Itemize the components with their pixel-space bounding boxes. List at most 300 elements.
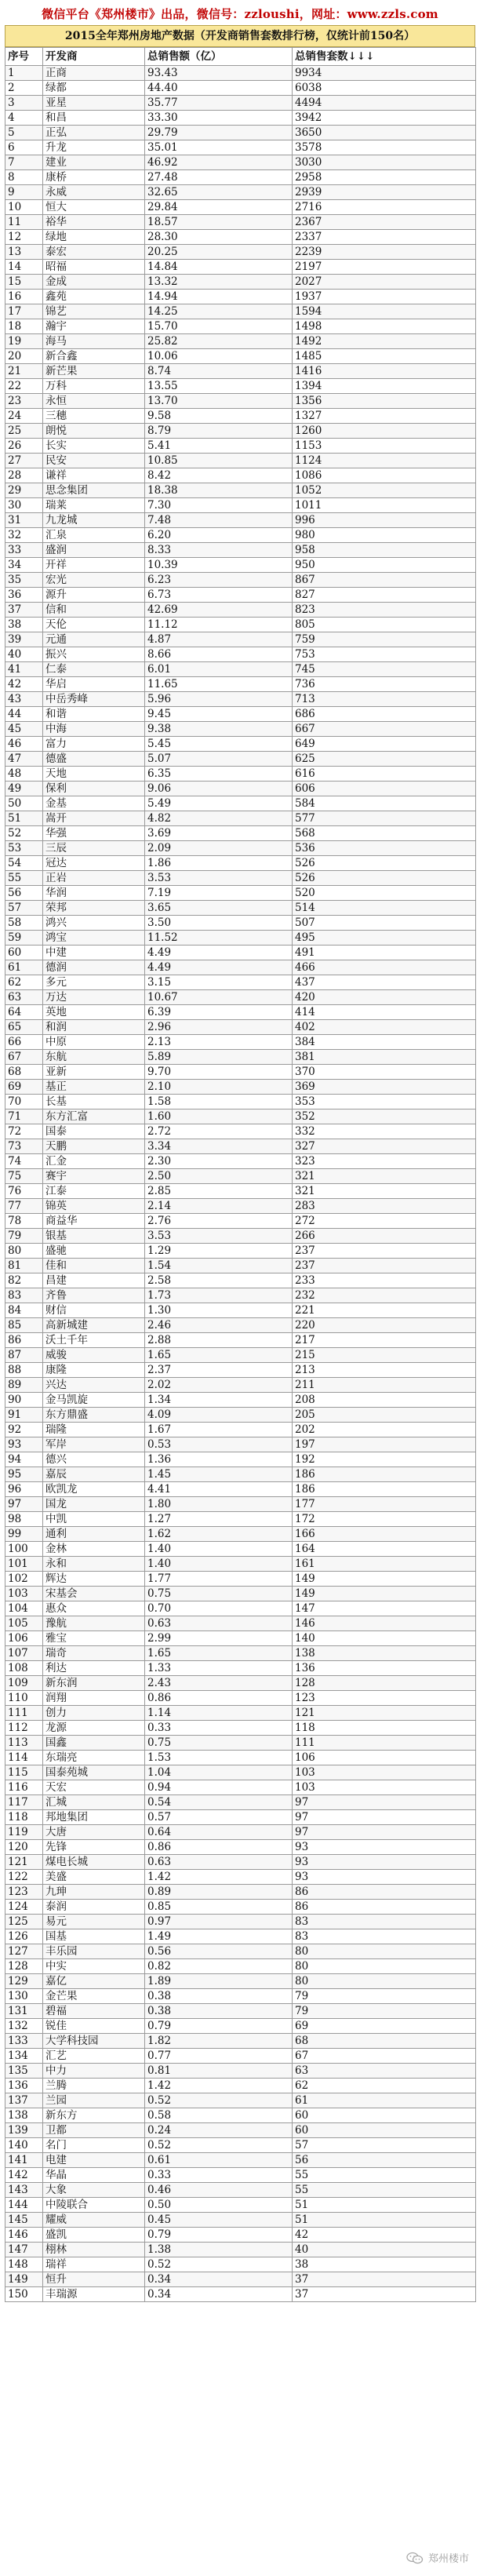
- units-sold-cell: 237: [293, 1244, 476, 1259]
- developer-cell: 雅宝: [43, 1631, 145, 1646]
- sales-amount-cell: 2.37: [145, 1363, 293, 1378]
- rank-cell: 139: [5, 2123, 43, 2138]
- table-row: [5, 1751, 476, 1765]
- sales-amount-cell: 8.79: [145, 424, 293, 439]
- units-sold-cell: 950: [293, 558, 476, 573]
- rank-cell: 135: [5, 2064, 43, 2079]
- rank-cell: 4: [5, 111, 43, 126]
- table-row: [5, 1303, 476, 1318]
- sales-amount-cell: 7.48: [145, 513, 293, 528]
- rank-cell: 113: [5, 1736, 43, 1751]
- rank-cell: 59: [5, 931, 43, 946]
- rank-cell: 44: [5, 707, 43, 722]
- units-sold-cell: 69: [293, 2019, 476, 2034]
- developer-cell: 长基: [43, 1095, 145, 1109]
- developer-cell: 和润: [43, 1020, 145, 1035]
- developer-cell: 金成: [43, 275, 145, 290]
- developer-cell: 瑞奇: [43, 1646, 145, 1661]
- table-row: [5, 2153, 476, 2168]
- table-row: [5, 1273, 476, 1288]
- sales-amount-cell: 2.14: [145, 1199, 293, 1214]
- table-row: [5, 290, 476, 304]
- rank-cell: 33: [5, 543, 43, 558]
- sales-amount-cell: 6.73: [145, 588, 293, 603]
- table-row: [5, 677, 476, 692]
- table-row: [5, 409, 476, 424]
- table-row: [5, 558, 476, 573]
- units-sold-cell: 1394: [293, 379, 476, 394]
- table-row: [5, 647, 476, 662]
- table-row: [5, 364, 476, 379]
- sales-amount-cell: 1.40: [145, 1557, 293, 1572]
- sales-amount-cell: 9.38: [145, 722, 293, 737]
- developer-cell: 国基: [43, 1929, 145, 1944]
- units-sold-cell: 827: [293, 588, 476, 603]
- sales-amount-cell: 2.30: [145, 1154, 293, 1169]
- sales-amount-cell: 14.94: [145, 290, 293, 304]
- units-sold-cell: 97: [293, 1825, 476, 1840]
- sales-amount-cell: 2.88: [145, 1333, 293, 1348]
- sales-amount-cell: 9.45: [145, 707, 293, 722]
- rank-cell: 128: [5, 1959, 43, 1974]
- sales-amount-cell: 0.34: [145, 2272, 293, 2287]
- developer-cell: 军岸: [43, 1437, 145, 1452]
- sales-amount-cell: 0.56: [145, 1944, 293, 1959]
- units-sold-cell: 2337: [293, 230, 476, 245]
- rank-cell: 21: [5, 364, 43, 379]
- rank-cell: 84: [5, 1303, 43, 1318]
- sales-amount-cell: 10.39: [145, 558, 293, 573]
- table-row: [5, 200, 476, 215]
- rank-cell: 121: [5, 1855, 43, 1870]
- developer-cell: 大唐: [43, 1825, 145, 1840]
- developer-cell: 冠达: [43, 856, 145, 871]
- table-row: [5, 1527, 476, 1542]
- units-sold-cell: 149: [293, 1587, 476, 1601]
- sales-amount-cell: 1.77: [145, 1572, 293, 1587]
- sales-amount-cell: 2.50: [145, 1169, 293, 1184]
- table-row: [5, 155, 476, 170]
- sales-amount-cell: 1.40: [145, 1542, 293, 1557]
- rank-cell: 114: [5, 1751, 43, 1765]
- watermark-text: 郑州楼市: [427, 2553, 469, 2565]
- table-row: [5, 1616, 476, 1631]
- table-row: [5, 1512, 476, 1527]
- sales-amount-cell: 0.86: [145, 1691, 293, 1706]
- rank-cell: 54: [5, 856, 43, 871]
- sales-amount-cell: 0.33: [145, 2168, 293, 2183]
- units-sold-cell: 121: [293, 1706, 476, 1721]
- table-row: [5, 1736, 476, 1751]
- developer-cell: 电建: [43, 2153, 145, 2168]
- sales-amount-cell: 9.70: [145, 1065, 293, 1080]
- units-sold-cell: 1011: [293, 498, 476, 513]
- table-row: [5, 304, 476, 319]
- rank-cell: 145: [5, 2213, 43, 2228]
- table-row: [5, 767, 476, 782]
- table-row: [5, 1423, 476, 1437]
- table-row: [5, 2079, 476, 2093]
- sales-amount-cell: 0.38: [145, 1989, 293, 2004]
- units-sold-cell: 55: [293, 2183, 476, 2198]
- developer-cell: 大象: [43, 2183, 145, 2198]
- sales-amount-cell: 6.39: [145, 1005, 293, 1020]
- sales-amount-cell: 8.74: [145, 364, 293, 379]
- rank-cell: 53: [5, 841, 43, 856]
- developer-cell: 和昌: [43, 111, 145, 126]
- units-sold-cell: 625: [293, 752, 476, 767]
- rank-cell: 80: [5, 1244, 43, 1259]
- developer-cell: 正商: [43, 66, 145, 81]
- rank-cell: 40: [5, 647, 43, 662]
- developer-cell: 源升: [43, 588, 145, 603]
- developer-cell: 碧福: [43, 2004, 145, 2019]
- rank-cell: 69: [5, 1080, 43, 1095]
- developer-cell: 中岳秀峰: [43, 692, 145, 707]
- sales-amount-cell: 13.70: [145, 394, 293, 409]
- sales-amount-cell: 3.69: [145, 826, 293, 841]
- sales-amount-cell: 7.30: [145, 498, 293, 513]
- developer-cell: 九珅: [43, 1885, 145, 1900]
- developer-cell: 丰瑞源: [43, 2287, 145, 2302]
- developer-cell: 泰润: [43, 1900, 145, 1915]
- developer-cell: 正弘: [43, 126, 145, 140]
- rank-cell: 94: [5, 1452, 43, 1467]
- table-row: [5, 1706, 476, 1721]
- developer-cell: 瀚宇: [43, 319, 145, 334]
- units-sold-cell: 3030: [293, 155, 476, 170]
- sales-amount-cell: 10.85: [145, 454, 293, 468]
- table-row: [5, 1288, 476, 1303]
- table-row: [5, 1870, 476, 1885]
- table-row: [5, 1467, 476, 1482]
- sales-amount-cell: 0.34: [145, 2287, 293, 2302]
- table-row: [5, 1065, 476, 1080]
- rank-cell: 10: [5, 200, 43, 215]
- table-row: [5, 2183, 476, 2198]
- units-sold-cell: 381: [293, 1050, 476, 1065]
- table-row: [5, 1154, 476, 1169]
- rank-cell: 123: [5, 1885, 43, 1900]
- units-sold-cell: 507: [293, 916, 476, 931]
- sales-amount-cell: 3.53: [145, 1229, 293, 1244]
- units-sold-cell: 2958: [293, 170, 476, 185]
- developer-cell: 汇城: [43, 1795, 145, 1810]
- rank-cell: 124: [5, 1900, 43, 1915]
- rank-cell: 17: [5, 304, 43, 319]
- table-row: [5, 2123, 476, 2138]
- table-row: [5, 319, 476, 334]
- units-sold-cell: 526: [293, 871, 476, 886]
- units-sold-cell: 2197: [293, 260, 476, 275]
- rank-cell: 149: [5, 2272, 43, 2287]
- units-sold-cell: 713: [293, 692, 476, 707]
- units-sold-cell: 266: [293, 1229, 476, 1244]
- rank-cell: 96: [5, 1482, 43, 1497]
- sales-amount-cell: 25.82: [145, 334, 293, 349]
- rank-cell: 68: [5, 1065, 43, 1080]
- rank-cell: 78: [5, 1214, 43, 1229]
- sales-amount-cell: 2.99: [145, 1631, 293, 1646]
- units-sold-cell: 686: [293, 707, 476, 722]
- table-row: [5, 1408, 476, 1423]
- header-units-sold: 总销售套数↓↓↓: [293, 48, 476, 66]
- sales-amount-cell: 18.38: [145, 483, 293, 498]
- units-sold-cell: 86: [293, 1900, 476, 1915]
- units-sold-cell: 138: [293, 1646, 476, 1661]
- sales-amount-cell: 0.77: [145, 2049, 293, 2064]
- sales-amount-cell: 2.43: [145, 1676, 293, 1691]
- developer-cell: 先锋: [43, 1840, 145, 1855]
- table-row: [5, 1601, 476, 1616]
- developer-cell: 惠众: [43, 1601, 145, 1616]
- sales-amount-cell: 8.33: [145, 543, 293, 558]
- sales-amount-cell: 3.15: [145, 975, 293, 990]
- rank-cell: 105: [5, 1616, 43, 1631]
- sales-amount-cell: 1.49: [145, 1929, 293, 1944]
- developer-cell: 三穗: [43, 409, 145, 424]
- rank-cell: 116: [5, 1780, 43, 1795]
- table-row: [5, 140, 476, 155]
- developer-cell: 鸿宝: [43, 931, 145, 946]
- rank-cell: 9: [5, 185, 43, 200]
- table-row: [5, 483, 476, 498]
- units-sold-cell: 420: [293, 990, 476, 1005]
- table-row: [5, 1124, 476, 1139]
- units-sold-cell: 83: [293, 1929, 476, 1944]
- table-row: [5, 1050, 476, 1065]
- sales-amount-cell: 0.24: [145, 2123, 293, 2138]
- units-sold-cell: 536: [293, 841, 476, 856]
- developer-cell: 邦地集团: [43, 1810, 145, 1825]
- units-sold-cell: 753: [293, 647, 476, 662]
- table-row: [5, 1676, 476, 1691]
- table-row: [5, 1959, 476, 1974]
- developer-cell: 国泰: [43, 1124, 145, 1139]
- sales-amount-cell: 0.33: [145, 1721, 293, 1736]
- rank-cell: 102: [5, 1572, 43, 1587]
- units-sold-cell: 79: [293, 1989, 476, 2004]
- developer-cell: 江泰: [43, 1184, 145, 1199]
- developer-cell: 永和: [43, 1557, 145, 1572]
- table-row: [5, 349, 476, 364]
- header-sales-amount: 总销售额（亿）: [145, 48, 293, 66]
- developer-cell: 辉达: [43, 1572, 145, 1587]
- developer-cell: 豫航: [43, 1616, 145, 1631]
- units-sold-cell: 86: [293, 1885, 476, 1900]
- sales-amount-cell: 5.45: [145, 737, 293, 752]
- developer-cell: 泰宏: [43, 245, 145, 260]
- table-row: [5, 692, 476, 707]
- table-row: [5, 1825, 476, 1840]
- table-row: [5, 1259, 476, 1273]
- developer-cell: 银基: [43, 1229, 145, 1244]
- rank-cell: 13: [5, 245, 43, 260]
- rank-cell: 119: [5, 1825, 43, 1840]
- developer-cell: 赛宇: [43, 1169, 145, 1184]
- table-row: [5, 215, 476, 230]
- developer-cell: 天鹏: [43, 1139, 145, 1154]
- developer-cell: 海马: [43, 334, 145, 349]
- header-rank: 序号: [5, 48, 43, 66]
- units-sold-cell: 1052: [293, 483, 476, 498]
- sales-amount-cell: 10.67: [145, 990, 293, 1005]
- table-row: [5, 2034, 476, 2049]
- table-row: [5, 2168, 476, 2183]
- sales-amount-cell: 35.77: [145, 96, 293, 111]
- sales-amount-cell: 0.57: [145, 1810, 293, 1825]
- developer-cell: 国鑫: [43, 1736, 145, 1751]
- units-sold-cell: 2367: [293, 215, 476, 230]
- table-row: [5, 960, 476, 975]
- table-row: [5, 1333, 476, 1348]
- units-sold-cell: 1594: [293, 304, 476, 319]
- table-row: [5, 1646, 476, 1661]
- table-row: [5, 1214, 476, 1229]
- rank-cell: 6: [5, 140, 43, 155]
- rank-cell: 75: [5, 1169, 43, 1184]
- table-row: [5, 796, 476, 811]
- sales-amount-cell: 1.54: [145, 1259, 293, 1273]
- developer-cell: 中海: [43, 722, 145, 737]
- units-sold-cell: 161: [293, 1557, 476, 1572]
- table-row: [5, 2064, 476, 2079]
- units-sold-cell: 2716: [293, 200, 476, 215]
- units-sold-cell: 2939: [293, 185, 476, 200]
- units-sold-cell: 4494: [293, 96, 476, 111]
- developer-cell: 瑞隆: [43, 1423, 145, 1437]
- units-sold-cell: 996: [293, 513, 476, 528]
- developer-cell: 金马凯旋: [43, 1393, 145, 1408]
- table-row: [5, 1184, 476, 1199]
- rank-cell: 45: [5, 722, 43, 737]
- developer-cell: 瑞莱: [43, 498, 145, 513]
- developer-cell: 绿都: [43, 81, 145, 96]
- sales-amount-cell: 5.89: [145, 1050, 293, 1065]
- sales-amount-cell: 1.67: [145, 1423, 293, 1437]
- units-sold-cell: 221: [293, 1303, 476, 1318]
- units-sold-cell: 1327: [293, 409, 476, 424]
- developer-cell: 中实: [43, 1959, 145, 1974]
- table-row: [5, 662, 476, 677]
- rank-cell: 34: [5, 558, 43, 573]
- rank-cell: 11: [5, 215, 43, 230]
- rank-cell: 58: [5, 916, 43, 931]
- developer-cell: 威骏: [43, 1348, 145, 1363]
- rank-cell: 89: [5, 1378, 43, 1393]
- rank-cell: 16: [5, 290, 43, 304]
- developer-cell: 兰腾: [43, 2079, 145, 2093]
- units-sold-cell: 370: [293, 1065, 476, 1080]
- table-row: [5, 1661, 476, 1676]
- units-sold-cell: 1356: [293, 394, 476, 409]
- rank-cell: 137: [5, 2093, 43, 2108]
- rank-cell: 117: [5, 1795, 43, 1810]
- developer-cell: 谦祥: [43, 468, 145, 483]
- developer-cell: 正岩: [43, 871, 145, 886]
- developer-cell: 昭福: [43, 260, 145, 275]
- units-sold-cell: 213: [293, 1363, 476, 1378]
- sales-amount-cell: 2.09: [145, 841, 293, 856]
- units-sold-cell: 606: [293, 782, 476, 796]
- table-row: [5, 1109, 476, 1124]
- rank-cell: 107: [5, 1646, 43, 1661]
- table-row: [5, 931, 476, 946]
- units-sold-cell: 197: [293, 1437, 476, 1452]
- sales-amount-cell: 10.06: [145, 349, 293, 364]
- developer-cell: 兴达: [43, 1378, 145, 1393]
- rank-cell: 18: [5, 319, 43, 334]
- units-sold-cell: 466: [293, 960, 476, 975]
- developer-cell: 升龙: [43, 140, 145, 155]
- units-sold-cell: 745: [293, 662, 476, 677]
- table-row: [5, 528, 476, 543]
- sales-amount-cell: 13.55: [145, 379, 293, 394]
- table-row: [5, 841, 476, 856]
- table-row: [5, 1795, 476, 1810]
- sales-amount-cell: 1.45: [145, 1467, 293, 1482]
- developer-cell: 丰乐园: [43, 1944, 145, 1959]
- table-row: [5, 737, 476, 752]
- units-sold-cell: 37: [293, 2287, 476, 2302]
- developer-cell: 永威: [43, 185, 145, 200]
- rank-cell: 8: [5, 170, 43, 185]
- developer-cell: 易元: [43, 1915, 145, 1929]
- table-row: [5, 498, 476, 513]
- developer-cell: 华润: [43, 886, 145, 901]
- developer-cell: 万科: [43, 379, 145, 394]
- sales-amount-cell: 7.19: [145, 886, 293, 901]
- table-row: [5, 886, 476, 901]
- sales-amount-cell: 1.53: [145, 1751, 293, 1765]
- developer-cell: 嘉辰: [43, 1467, 145, 1482]
- table-row: [5, 1989, 476, 2004]
- sales-amount-cell: 0.81: [145, 2064, 293, 2079]
- units-sold-cell: 177: [293, 1497, 476, 1512]
- header-developer: 开发商: [43, 48, 145, 66]
- units-sold-cell: 283: [293, 1199, 476, 1214]
- sales-amount-cell: 1.60: [145, 1109, 293, 1124]
- units-sold-cell: 202: [293, 1423, 476, 1437]
- sales-amount-cell: 0.75: [145, 1587, 293, 1601]
- developer-cell: 栩林: [43, 2243, 145, 2257]
- developer-cell: 多元: [43, 975, 145, 990]
- sales-amount-cell: 1.36: [145, 1452, 293, 1467]
- units-sold-cell: 166: [293, 1527, 476, 1542]
- rank-cell: 142: [5, 2168, 43, 2183]
- rank-cell: 132: [5, 2019, 43, 2034]
- table-row: [5, 1765, 476, 1780]
- table-row: [5, 1691, 476, 1706]
- rank-cell: 3: [5, 96, 43, 111]
- units-sold-cell: 80: [293, 1944, 476, 1959]
- table-row: [5, 185, 476, 200]
- rank-cell: 57: [5, 901, 43, 916]
- sales-amount-cell: 0.61: [145, 2153, 293, 2168]
- rank-cell: 29: [5, 483, 43, 498]
- table-row: [5, 111, 476, 126]
- units-sold-cell: 1498: [293, 319, 476, 334]
- rank-cell: 73: [5, 1139, 43, 1154]
- units-sold-cell: 37: [293, 2272, 476, 2287]
- developer-cell: 恒升: [43, 2272, 145, 2287]
- rank-cell: 49: [5, 782, 43, 796]
- table-row: [5, 1974, 476, 1989]
- rank-cell: 76: [5, 1184, 43, 1199]
- units-sold-cell: 60: [293, 2123, 476, 2138]
- sales-amount-cell: 9.06: [145, 782, 293, 796]
- rank-cell: 70: [5, 1095, 43, 1109]
